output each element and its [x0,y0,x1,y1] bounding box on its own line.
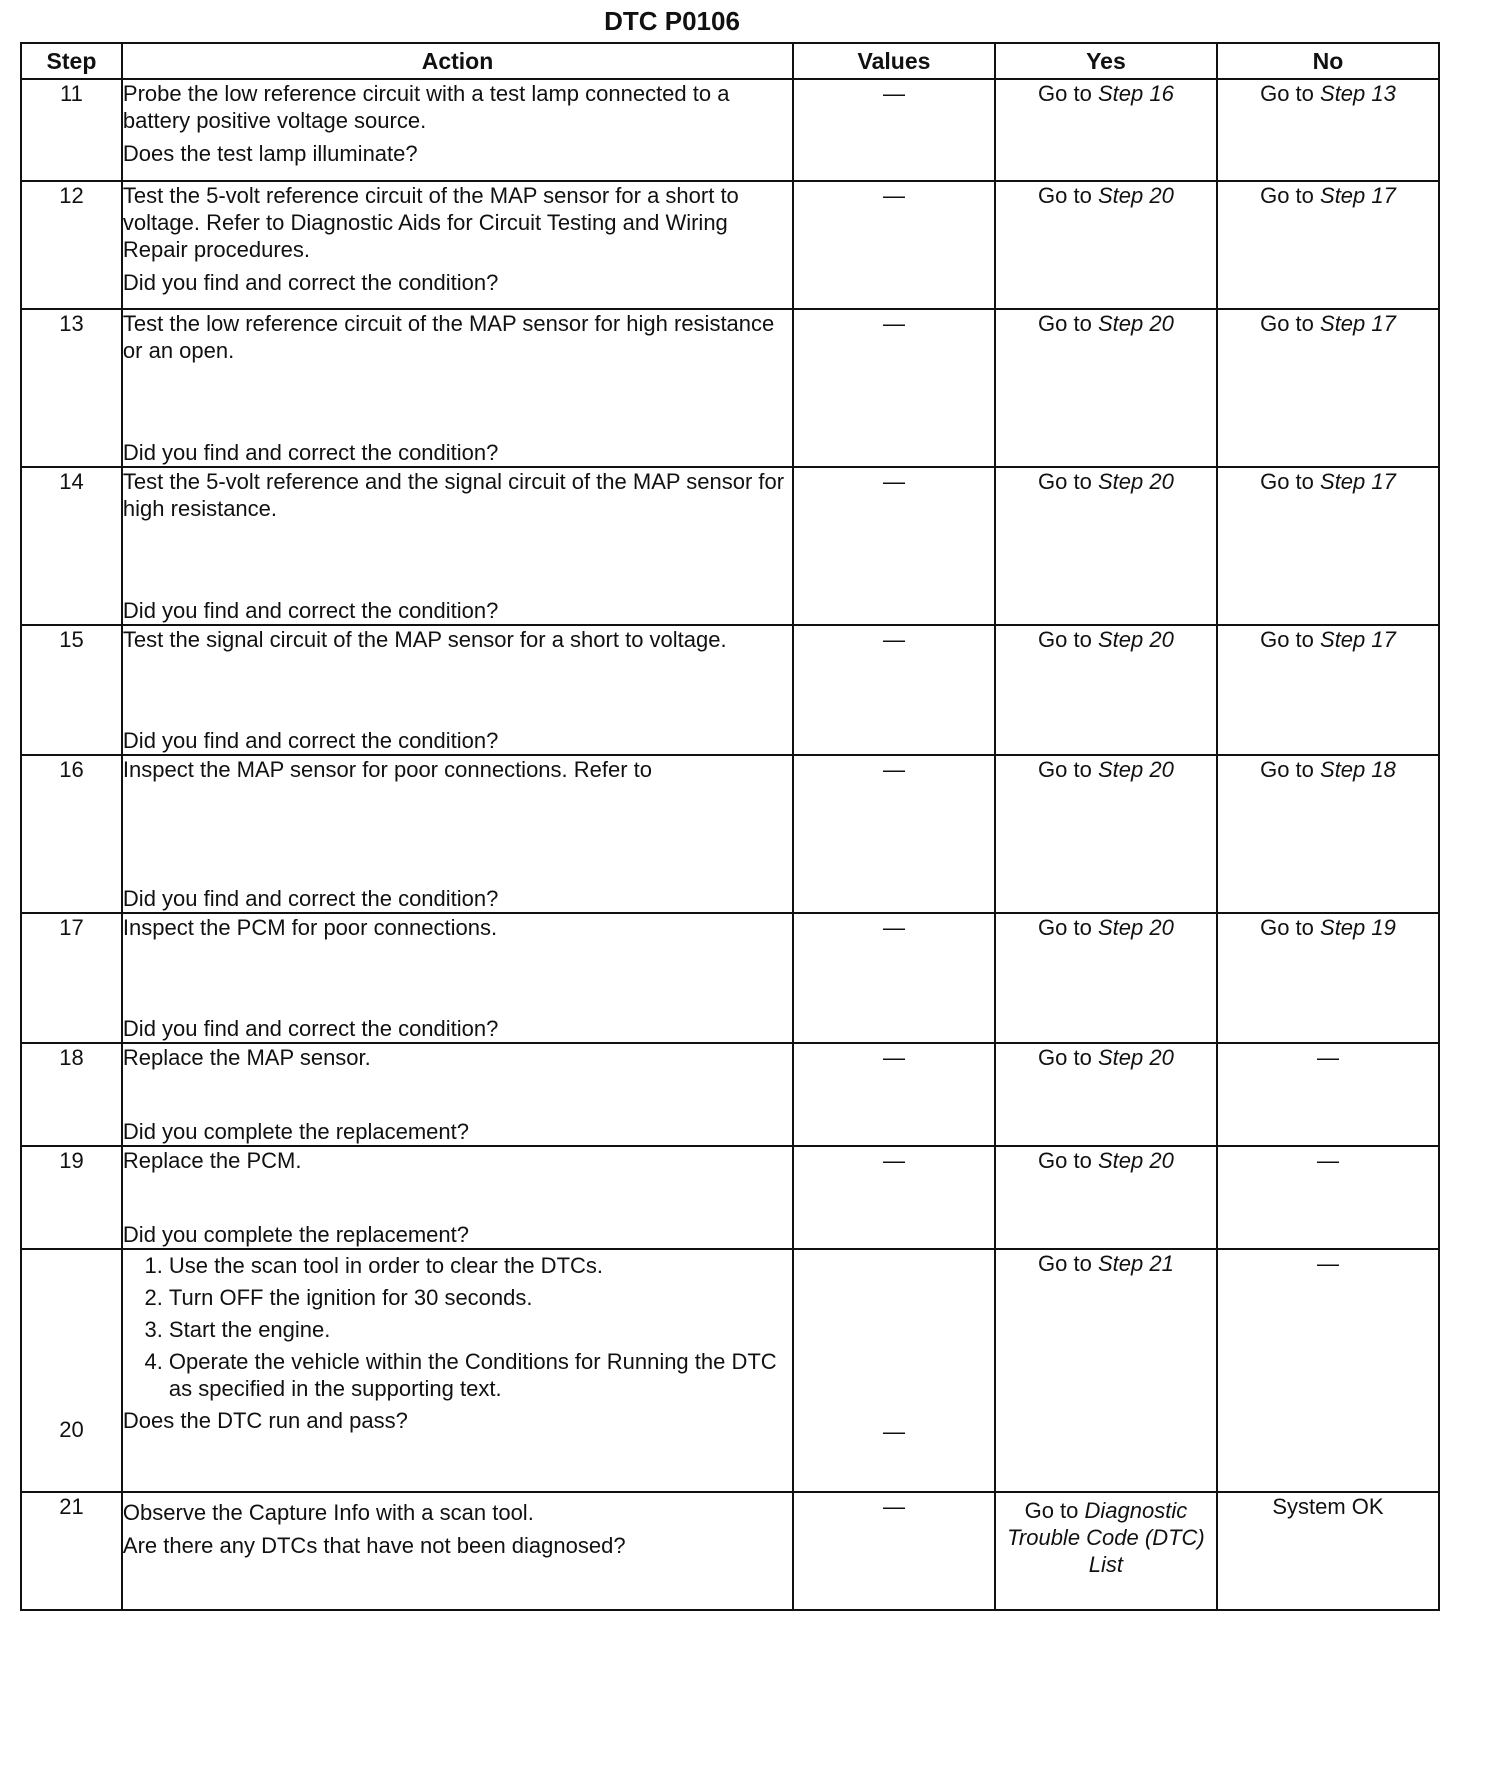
goto-prefix: Go to [1038,1251,1092,1276]
action-question: Did you complete the replacement? [122,1222,470,1247]
yes-cell [995,755,1217,913]
values-cell: — [793,1249,995,1492]
step-number: 16 [21,755,122,913]
goto-prefix: Go to [1260,469,1314,494]
step-number: 20 [21,1249,122,1492]
step-number: 21 [21,1492,122,1610]
action-cell [122,181,793,309]
action-cell [122,1249,793,1492]
yes-cell [995,79,1217,181]
table-row [21,309,1439,467]
yes-step-link[interactable]: Step 20 [1097,1148,1174,1173]
action-question: Are there any DTCs that have not been diagnosed? [122,1533,626,1558]
action-text: Probe the low reference circuit with a test lamp connected to a battery positive voltage source. [122,81,730,133]
goto-prefix: Go to [1038,183,1092,208]
step-number: 12 [21,181,122,309]
table-row [21,181,1439,309]
yes-cell [995,1146,1217,1249]
yes-step-link[interactable]: Step 20 [1097,183,1174,208]
action-cell [122,625,793,755]
values-cell: — [793,755,995,913]
action-cell [122,1146,793,1249]
no-step-link[interactable]: Step 17 [1320,311,1396,336]
goto-prefix: Go to [1260,915,1314,940]
goto-prefix: Go to [1038,915,1092,940]
yes-step-link[interactable]: Step 16 [1097,81,1174,106]
goto-prefix: Go to [1038,627,1092,652]
yes-cell [995,1492,1217,1610]
goto-prefix: Go to [1038,311,1092,336]
action-text: Test the signal circuit of the MAP sensor for a short to voltage. [122,627,727,652]
no-cell: System OK [1217,1492,1439,1610]
goto-prefix: Go to [1038,1148,1092,1173]
action-text: Replace the PCM. [122,1148,302,1173]
action-text: Test the low reference circuit of the MAP sensor for high resistance or an open. [122,311,775,363]
goto-prefix: Go to [1038,81,1092,106]
yes-cell [995,309,1217,467]
yes-step-link[interactable]: Step 20 [1097,757,1174,782]
table-row [21,1043,1439,1146]
action-cell [122,1043,793,1146]
goto-prefix: Go to [1260,81,1314,106]
action-question: Did you find and correct the condition? [122,270,499,295]
list-item: 2. Turn OFF the ignition for 30 seconds. [169,1284,792,1311]
no-cell [1217,755,1439,913]
action-question: Did you find and correct the condition? [122,598,499,623]
step-number: 15 [21,625,122,755]
yes-step-link[interactable]: Step 21 [1097,1251,1174,1276]
values-cell: — [793,309,995,467]
action-question: Did you find and correct the condition? [122,1016,499,1041]
no-cell [1217,625,1439,755]
no-step-link[interactable]: Step 18 [1320,757,1396,782]
table-row [21,1146,1439,1249]
yes-cell [995,181,1217,309]
table-row [21,1249,1439,1492]
yes-cell [995,625,1217,755]
table-row [21,755,1439,913]
step-number: 14 [21,467,122,625]
header-step: Step [21,43,122,79]
header-values: Values [793,43,995,79]
step-number: 18 [21,1043,122,1146]
action-text: Inspect the PCM for poor connections. [122,915,498,940]
no-step-link[interactable]: Step 17 [1320,627,1396,652]
no-cell [1217,181,1439,309]
yes-cell [995,1249,1217,1492]
no-step-link[interactable]: Step 19 [1320,915,1396,940]
header-action: Action [122,43,793,79]
page-title: DTC P0106 [604,6,740,36]
goto-prefix: Go to [1024,1498,1079,1523]
diagnostic-table [20,42,1440,1611]
yes-step-link[interactable]: Step 20 [1097,1045,1174,1070]
goto-prefix: Go to [1038,469,1092,494]
goto-prefix: Go to [1260,183,1314,208]
no-cell: — [1217,1249,1439,1492]
action-question: Did you complete the replacement? [122,1119,470,1144]
values-cell: — [793,181,995,309]
action-cell [122,309,793,467]
no-step-link[interactable]: Step 17 [1320,469,1396,494]
values-cell: — [793,625,995,755]
yes-step-link[interactable]: Step 20 [1097,469,1174,494]
action-text: Inspect the MAP sensor for poor connections. Refer to [122,757,653,782]
goto-prefix: Go to [1260,757,1314,782]
list-item: 1. Use the scan tool in order to clear the DTCs. [169,1252,792,1279]
step-number: 19 [21,1146,122,1249]
table-row [21,467,1439,625]
values-cell: — [793,1146,995,1249]
yes-step-link[interactable]: Step 20 [1097,311,1174,336]
yes-step-link[interactable]: Step 20 [1097,915,1174,940]
no-cell: — [1217,1146,1439,1249]
header-no: No [1217,43,1439,79]
yes-dtc-list-link[interactable]: Diagnostic Trouble Code (DTC) List [1007,1498,1205,1577]
action-cell [122,1492,793,1610]
no-cell [1217,79,1439,181]
yes-cell [995,1043,1217,1146]
list-item: 3. Start the engine. [169,1316,792,1343]
action-question: Does the DTC run and pass? [122,1408,408,1433]
action-text: Test the 5-volt reference circuit of the MAP sensor for a short to voltage. Refer to Diagnostic Aids for Circuit Testing and Wiring Repair procedures. [122,183,739,262]
no-step-link[interactable]: Step 13 [1320,81,1396,106]
action-question: Did you find and correct the condition? [122,728,499,753]
action-question: Did you find and correct the condition? [122,440,499,465]
goto-prefix: Go to [1260,627,1314,652]
table-row [21,1492,1439,1610]
yes-cell [995,467,1217,625]
yes-step-link[interactable]: Step 20 [1097,627,1174,652]
step-number: 13 [21,309,122,467]
values-cell: — [793,467,995,625]
header-yes: Yes [995,43,1217,79]
goto-prefix: Go to [1038,1045,1092,1070]
action-question: Does the test lamp illuminate? [122,141,418,166]
table-row [21,625,1439,755]
list-item: 4. Operate the vehicle within the Conditions for Running the DTC as specified in the supporting text. [169,1348,792,1402]
values-cell: — [793,1492,995,1610]
action-cell [122,913,793,1043]
action-text: Test the 5-volt reference and the signal circuit of the MAP sensor for high resistance. [122,469,785,521]
no-cell [1217,309,1439,467]
step-number: 17 [21,913,122,1043]
no-cell: — [1217,1043,1439,1146]
step-number: 11 [21,79,122,181]
no-step-link[interactable]: Step 17 [1320,183,1396,208]
action-cell [122,467,793,625]
values-cell: — [793,79,995,181]
yes-cell [995,913,1217,1043]
no-cell [1217,467,1439,625]
table-row [21,913,1439,1043]
goto-prefix: Go to [1260,311,1314,336]
values-cell: — [793,913,995,1043]
action-cell [122,79,793,181]
action-cell [122,755,793,913]
procedure-list [123,1252,792,1402]
header-row [21,43,1439,79]
table-row [21,79,1439,181]
action-text: Observe the Capture Info with a scan tool. [122,1500,534,1525]
values-cell: — [793,1043,995,1146]
goto-prefix: Go to [1038,757,1092,782]
no-cell [1217,913,1439,1043]
action-text: Replace the MAP sensor. [122,1045,371,1070]
action-question: Did you find and correct the condition? [122,886,499,911]
